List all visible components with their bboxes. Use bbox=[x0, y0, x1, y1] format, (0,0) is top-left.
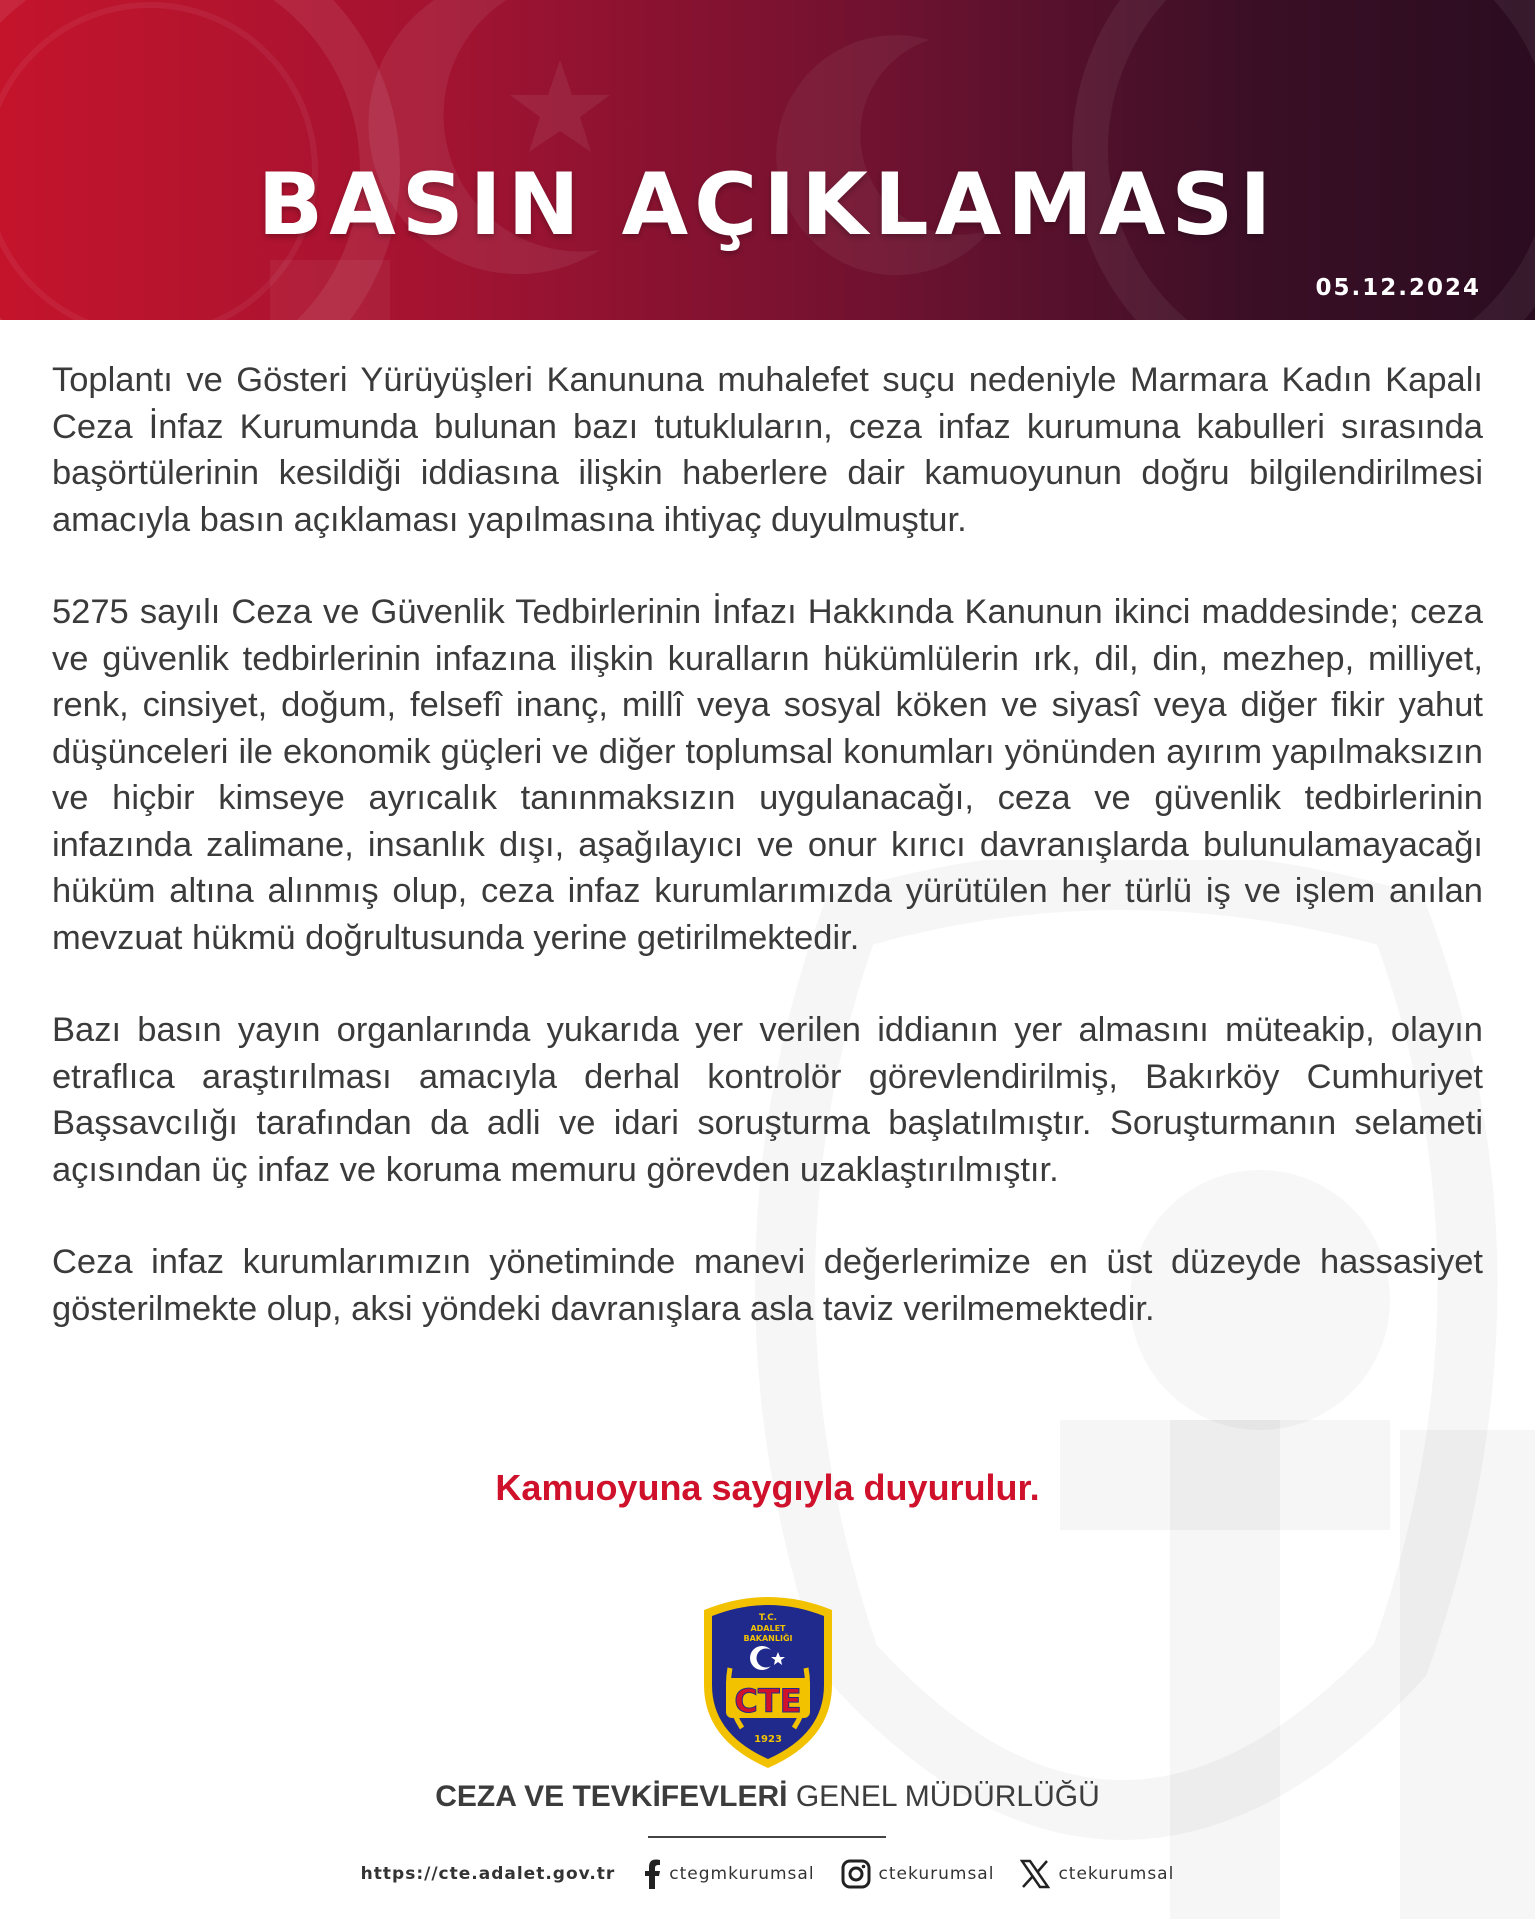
paragraph-2: 5275 sayılı Ceza ve Güvenlik Tedbirlerinin İnfazı Hakkında Kanunun ikinci maddesinde; ceza ve güvenlik tedbirlerinin infazına ilişkin kuralların hükümlülerin ırk, dil, din, mezhep, milliyet, renk, cinsiyet, doğum, felsefî inanç, millî veya sosyal köken ve siyasî veya diğer fikir yahut düşünceleri ile ekonomik güçleri ve diğer toplumsal konumları yönünden ayırım yapılmaksızın ve hiçbir kimseye ayrıcalık tanınmaksızın uygulanacağı, ceza ve güvenlik tedbirlerinin infazında zalimane, insanlık dışı, aşağılayıcı ve onur kırıcı davranışlarda bulunulamayacağı hüküm altına alınmış olup, ceza infaz kurumlarımızda yürütülen her türlü iş ve işlem anılan mevzuat hükmü doğrultusunda yerine getirilmektedir. bbox=[52, 593, 1483, 957]
x-handle: ctekurumsal bbox=[1058, 1864, 1175, 1884]
press-release-date: 05.12.2024 bbox=[1315, 275, 1481, 301]
page-title: BASIN AÇIKLAMASI bbox=[257, 155, 1278, 255]
footer-divider bbox=[648, 1836, 886, 1838]
paragraph-4: Ceza infaz kurumlarımızın yönetiminde manevi değerlerimize en üst düzeyde hassasiyet gösterilmekte olup, aksi yöndeki davranışlara asla taviz verilmemektedir. bbox=[52, 1243, 1483, 1328]
instagram-icon bbox=[841, 1859, 871, 1889]
organization-name-bold: CEZA VE TEVKİFEVLERİ bbox=[435, 1780, 788, 1813]
logo-arc-text-1: ADALET bbox=[750, 1624, 786, 1633]
paragraph-1: Toplantı ve Gösteri Yürüyüşleri Kanununa muhalefet suçu nedeniyle Marmara Kadın Kapalı Ceza İnfaz Kurumunda bulunan bazı tutukluların, ceza infaz kurumuna kabulleri sırasında başörtülerinin kesildiği iddiasına ilişkin haberlere dair kamuoyunun doğru bilgilendirilmesi amacıyla basın açıklaması yapılmasına ihtiyaç duyulmuştur. bbox=[52, 361, 1483, 539]
footer-contact-bar bbox=[0, 1856, 1535, 1892]
facebook-handle: ctegmkurumsal bbox=[669, 1864, 815, 1884]
facebook-link[interactable] bbox=[643, 1859, 814, 1889]
website-link[interactable]: https://cte.adalet.gov.tr bbox=[360, 1864, 616, 1884]
press-release-body bbox=[52, 357, 1483, 1378]
x-link[interactable] bbox=[1020, 1859, 1174, 1889]
instagram-link[interactable] bbox=[841, 1859, 995, 1889]
facebook-icon bbox=[643, 1859, 661, 1889]
organization-name-regular: GENEL MÜDÜRLÜĞÜ bbox=[795, 1780, 1100, 1813]
header-banner bbox=[0, 0, 1535, 320]
logo-tc-text: T.C. bbox=[758, 1613, 778, 1623]
paragraph-3: Bazı basın yayın organlarında yukarıda yer verilen iddianın yer almasını müteakip, olayın etraflıca araştırılması amacıyla derhal kontrolör görevlendirilmiş, Bakırköy Cumhuriyet Başsavcılığı tarafından da adli ve idari soruşturma başlatılmıştır. Soruşturmanın selameti açısından üç infaz ve koruma memuru görevden uzaklaştırılmıştır. bbox=[52, 1011, 1483, 1189]
logo-monogram: CTE bbox=[734, 1682, 802, 1720]
logo-arc-text-2: BAKANLIĞI bbox=[743, 1634, 793, 1643]
instagram-handle: ctekurumsal bbox=[878, 1864, 995, 1884]
cte-shield-logo bbox=[696, 1590, 840, 1770]
logo-year: 1923 bbox=[754, 1734, 782, 1745]
closing-statement: Kamuoyuna saygıyla duyurulur. bbox=[495, 1467, 1040, 1508]
organization-name bbox=[0, 1780, 1535, 1814]
x-icon bbox=[1020, 1859, 1050, 1889]
